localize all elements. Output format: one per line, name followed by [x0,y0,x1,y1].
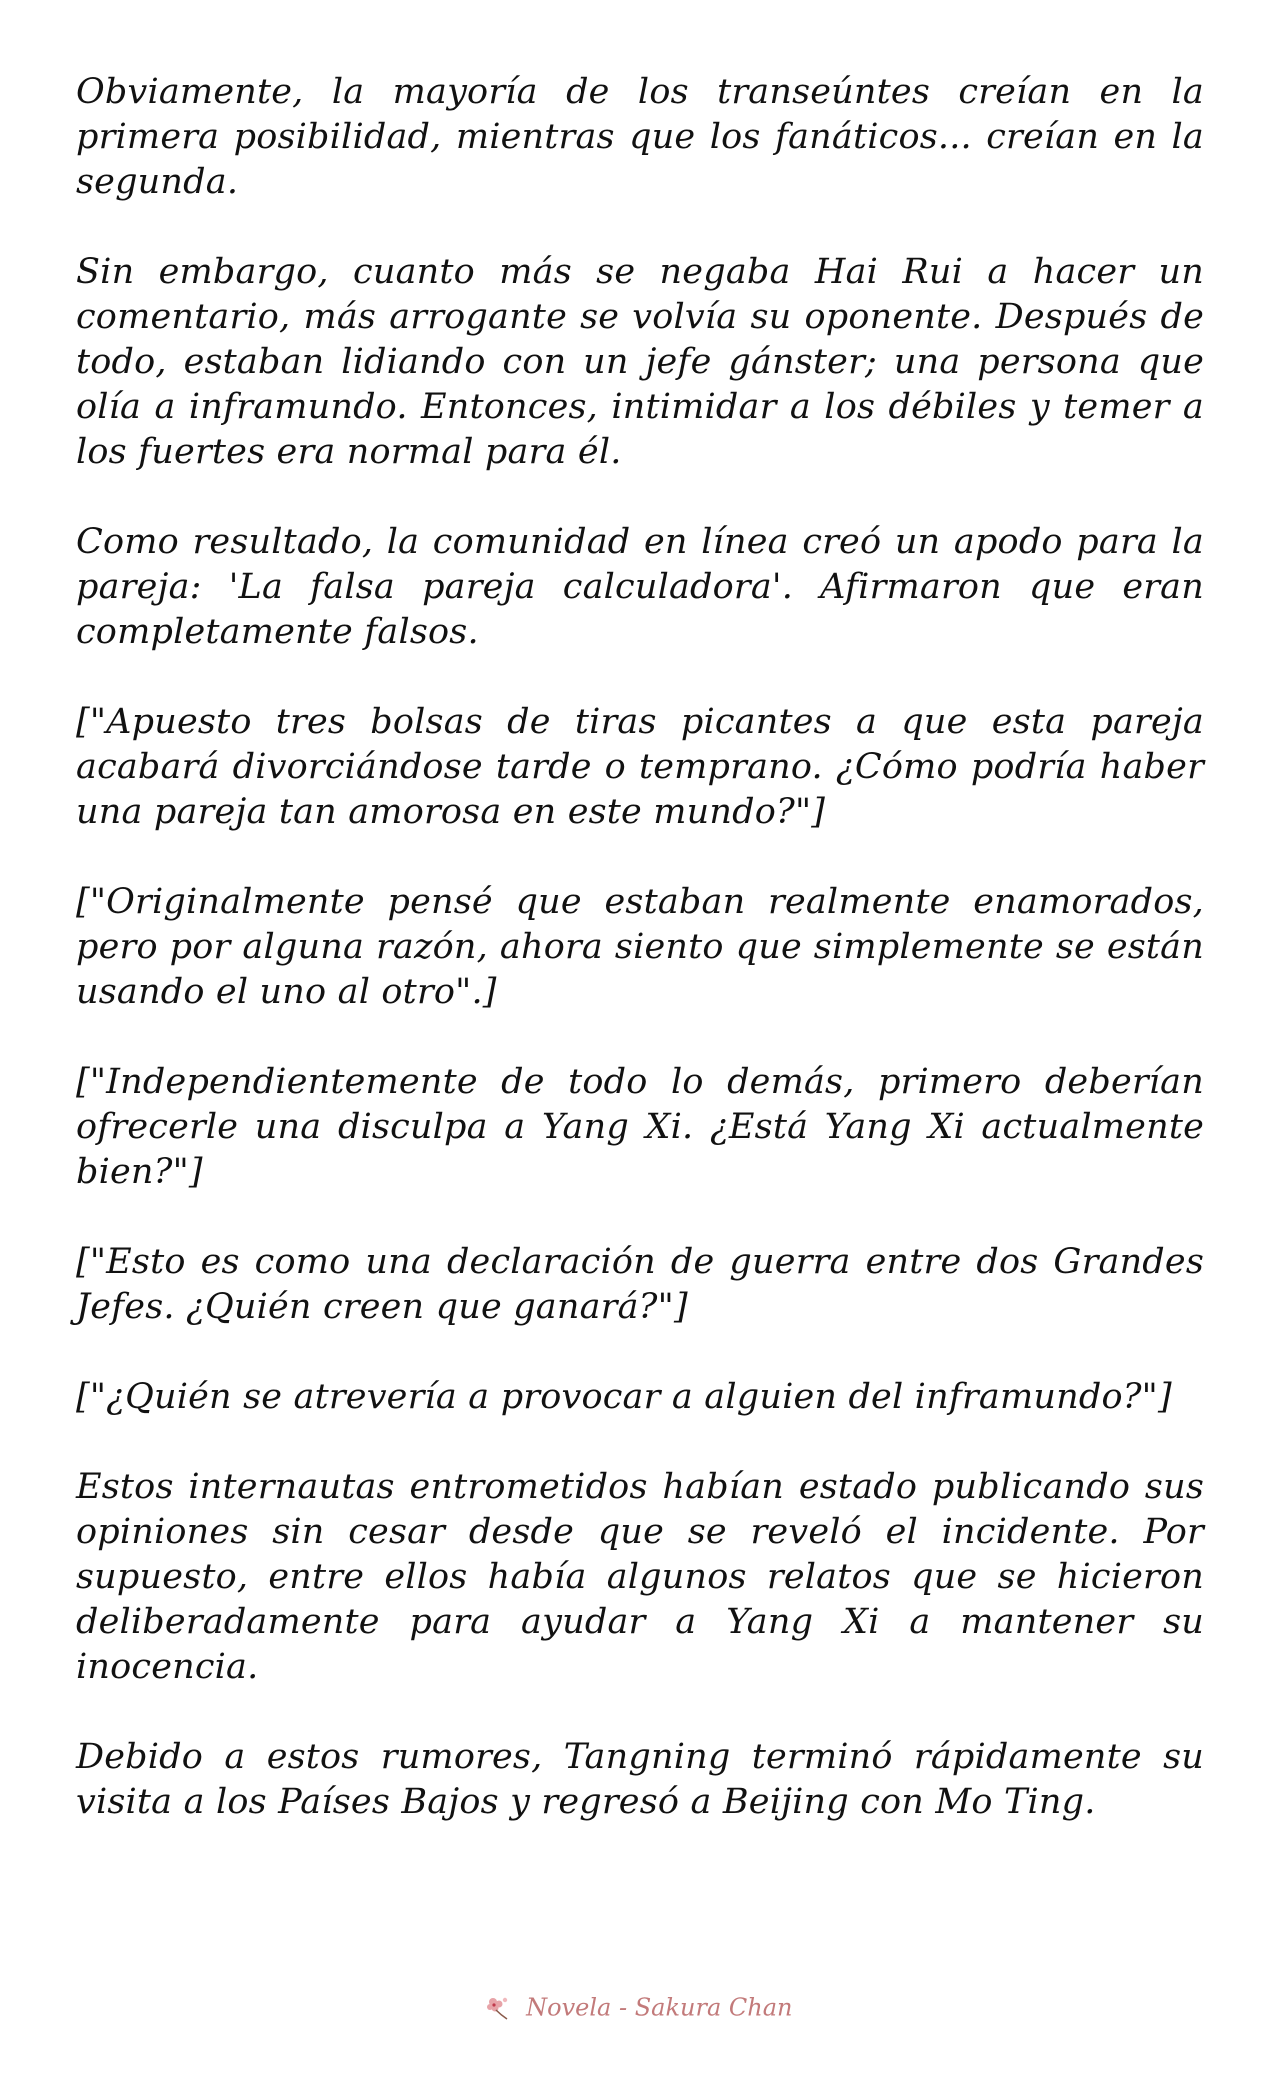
footer-watermark [0,1992,1275,2023]
paragraph: Como resultado, la comunidad en línea creó un apodo para la pareja: 'La falsa pareja calculadora'. Afirmaron que eran completamente falsos. [76,522,1204,652]
paragraph: ["Independientemente de todo lo demás, primero deberían ofrecerle una disculpa a Yang Xi. ¿Está Yang Xi actualmente bien?"] [76,1062,1204,1192]
paragraph: ["Esto es como una declaración de guerra entre dos Grandes Jefes. ¿Quién creen que ganará?"] [76,1242,1204,1327]
paragraph: ["Apuesto tres bolsas de tiras picantes a que esta pareja acabará divorciándose tarde o temprano. ¿Cómo podría haber una pareja tan amorosa en este mundo?"] [76,702,1204,832]
paragraph: Estos internautas entrometidos habían estado publicando sus opiniones sin cesar desde que se reveló el incidente. Por supuesto, entre ellos había algunos relatos que se hicieron deliberadamente para ayudar a Yang Xi a mantener su inocencia. [76,1467,1204,1687]
paragraph: Debido a estos rumores, Tangning terminó rápidamente su visita a los Países Bajos y regresó a Beijing con Mo Ting. [76,1737,1204,1822]
paragraph: ["¿Quién se atrevería a provocar a alguien del inframundo?"] [76,1377,1172,1417]
document-body [76,70,1204,1870]
paragraph: ["Originalmente pensé que estaban realmente enamorados, pero por alguna razón, ahora siento que simplemente se están usando el uno al otro".] [76,882,1204,1012]
paragraph: Obviamente, la mayoría de los transeúntes creían en la primera posibilidad, mientras que los fanáticos... creían en la segunda. [76,72,1204,202]
paragraph: Sin embargo, cuanto más se negaba Hai Rui a hacer un comentario, más arrogante se volvía su oponente. Después de todo, estaban lidiando con un jefe gánster; una persona que olía a inframundo. Entonces, intimidar a los débiles y temer a los fuertes era normal para él. [76,252,1204,472]
sakura-flower-icon [483,1993,513,2023]
footer-label: Novela - Sakura Chan [526,1993,793,2022]
